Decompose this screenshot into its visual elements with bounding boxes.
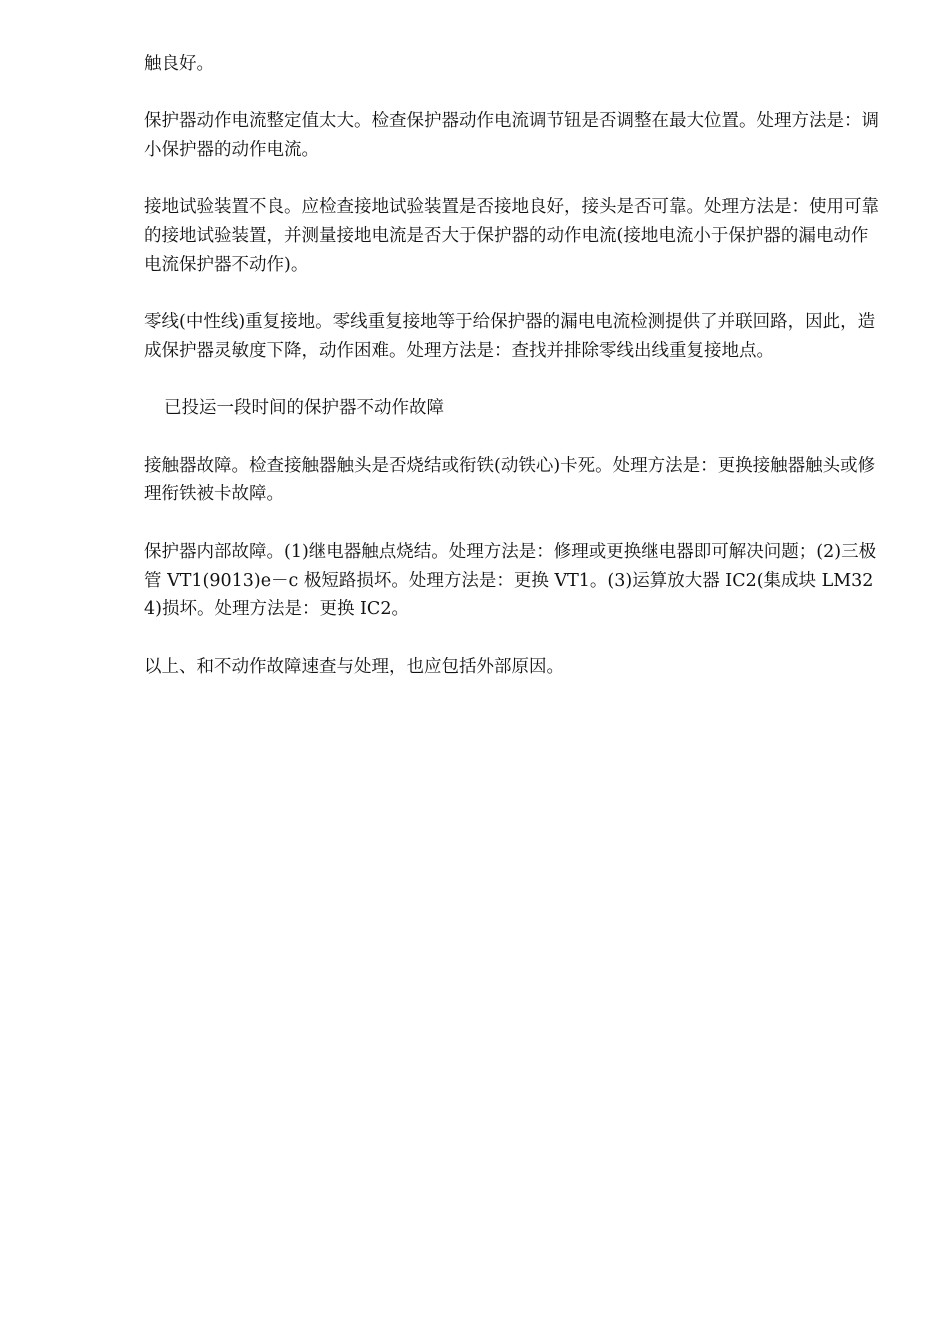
paragraph-ground-test-device: 接地试验装置不良。应检查接地试验装置是否接地良好，接头是否可靠。处理方法是：使用可靠的接地试验装置，并测量接地电流是否大于保护器的动作电流(接地电流小于保护器的漏电动作电流保护器不动作)。	[144, 197, 879, 275]
paragraph-neutral-repeat-ground: 零线(中性线)重复接地。零线重复接地等于给保护器的漏电电流检测提供了并联回路，因此，造成保护器灵敏度下降，动作困难。处理方法是：查找并排除零线出线重复接地点。	[144, 312, 876, 362]
paragraph-internal-fault: 保护器内部故障。(1)继电器触点烧结。处理方法是：修理或更换继电器即可解决问题；(2)三极管 VT1(9013)e－c 极短路损坏。处理方法是：更换 VT1。(3)运算放大器 IC2(集成块 LM324)损坏。处理方法是：更换 IC2。	[144, 541, 877, 620]
document-body	[144, 50, 879, 710]
paragraph-contact-good: 触良好。	[144, 54, 214, 74]
section-heading: 已投运一段时间的保护器不动作故障	[164, 398, 444, 419]
paragraph-setting-too-large: 保护器动作电流整定值太大。检查保护器动作电流调节钮是否调整在最大位置。处理方法是：调小保护器的动作电流。	[144, 111, 879, 161]
paragraph-contactor-fault: 接触器故障。检查接触器触头是否烧结或衔铁(动铁心)卡死。处理方法是：更换接触器触头或修理衔铁被卡故障。	[144, 455, 876, 505]
paragraph-summary: 以上、和不动作故障速查与处理，也应包括外部原因。	[144, 656, 564, 677]
